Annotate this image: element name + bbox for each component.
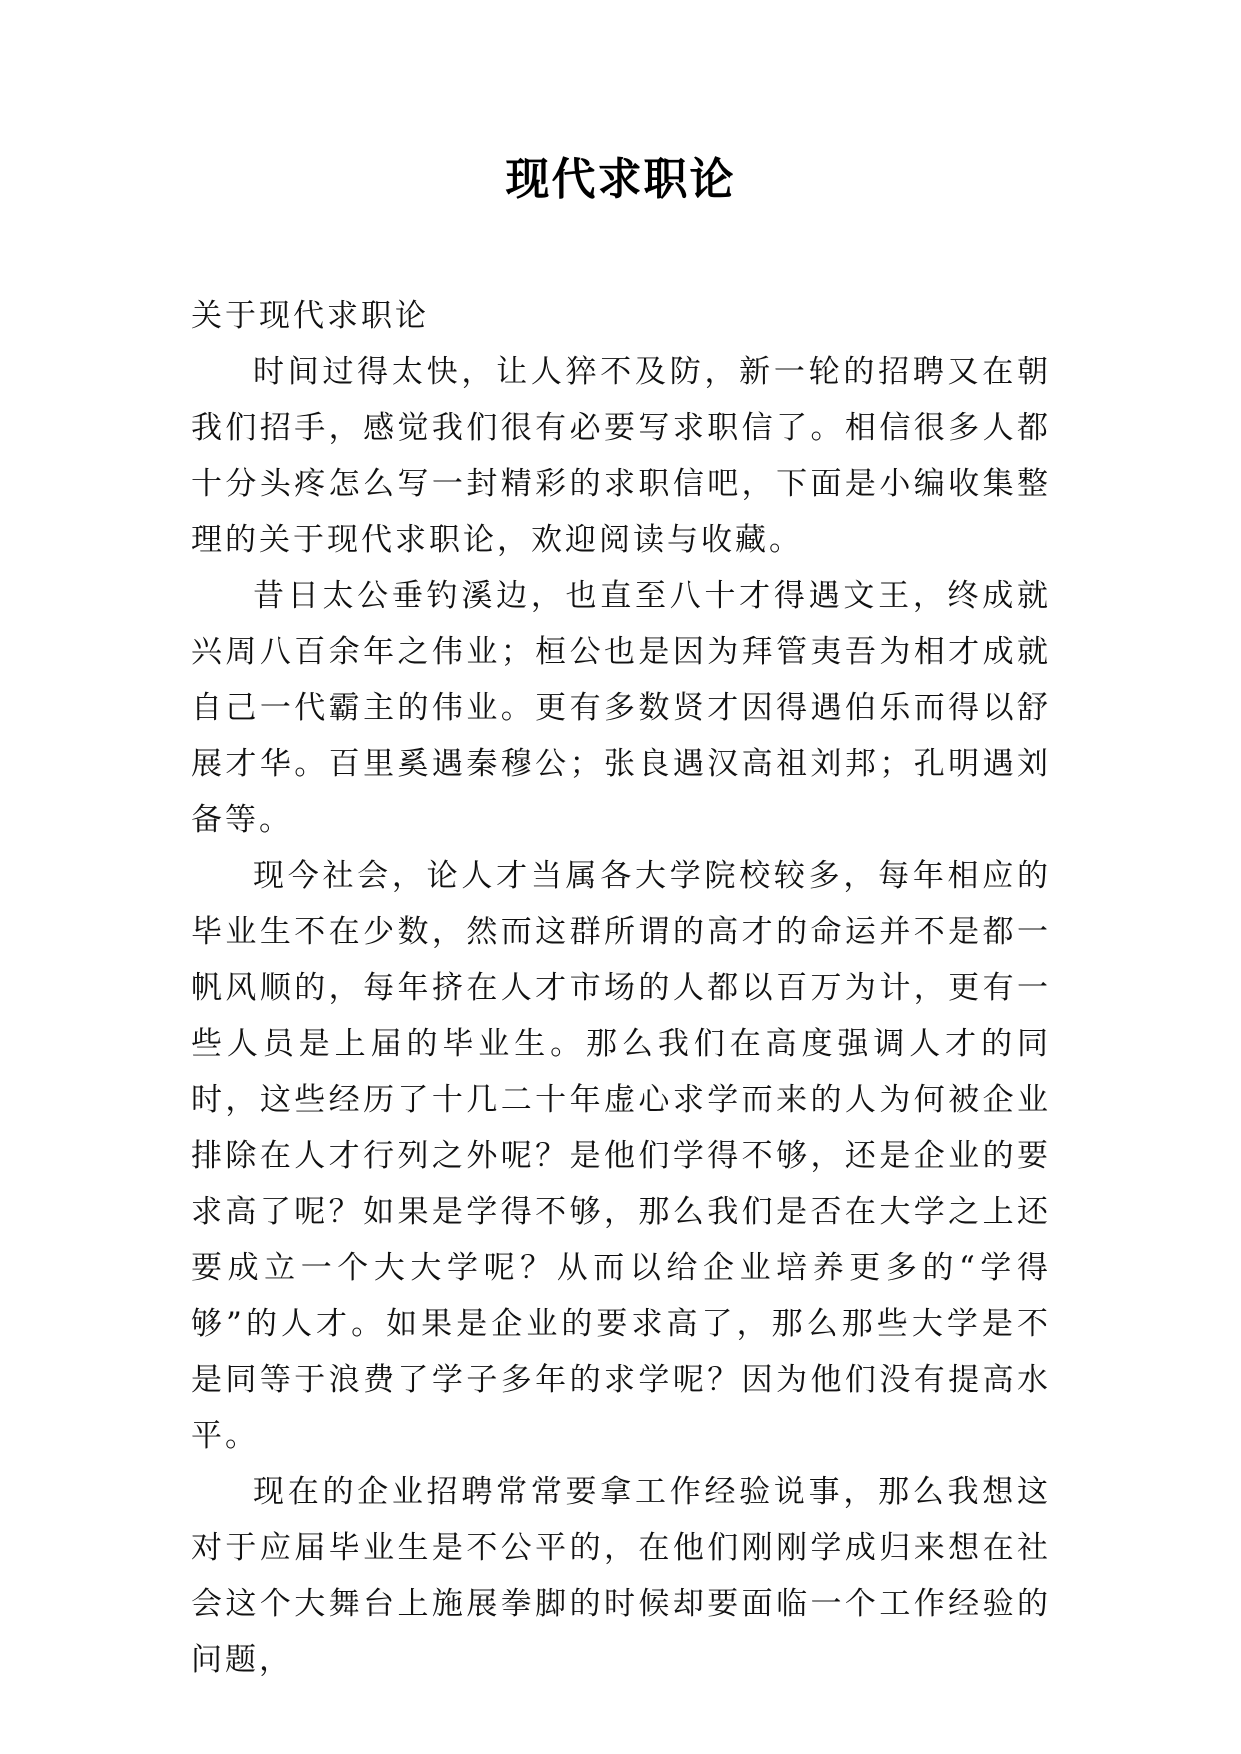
document-subtitle: 关于现代求职论 [191,298,429,334]
paragraph: 现今社会，论人才当属各大学院校较多，每年相应的毕业生不在少数，然而这群所谓的高才的命运并不是都一帆风顺的，每年挤在人才市场的人都以百万为计，更有一些人员是上届的毕业生。那么我们在高度强调人才的同时，这些经历了十几二十年虚心求学而来的人为何被企业排除在人才行列之外呢？是他们学得不够，还是企业的要求高了呢？如果是学得不够，那么我们是否在大学之上还要成立一个大大学呢？从而以给企业培养更多的“学得够”的人才。如果是企业的要求高了，那么那些大学是不是同等于浪费了学子多年的求学呢？因为他们没有提高水平。 [191,858,1051,1454]
paragraph: 昔日太公垂钓溪边，也直至八十才得遇文王，终成就兴周八百余年之伟业；桓公也是因为拜管夷吾为相才成就自己一代霸主的伟业。更有多数贤才因得遇伯乐而得以舒展才华。百里奚遇秦穆公；张良遇汉高祖刘邦；孔明遇刘备等。 [191,578,1051,838]
document-body [191,288,1051,1688]
document-title: 现代求职论 [505,154,736,205]
paragraph: 现在的企业招聘常常要拿工作经验说事，那么我想这对于应届毕业生是不公平的，在他们刚刚学成归来想在社会这个大舞台上施展拳脚的时候却要面临一个工作经验的问题， [191,1474,1051,1678]
paragraph: 时间过得太快，让人猝不及防，新一轮的招聘又在朝我们招手，感觉我们很有必要写求职信了。相信很多人都十分头疼怎么写一封精彩的求职信吧，下面是小编收集整理的关于现代求职论，欢迎阅读与收藏。 [191,354,1051,558]
